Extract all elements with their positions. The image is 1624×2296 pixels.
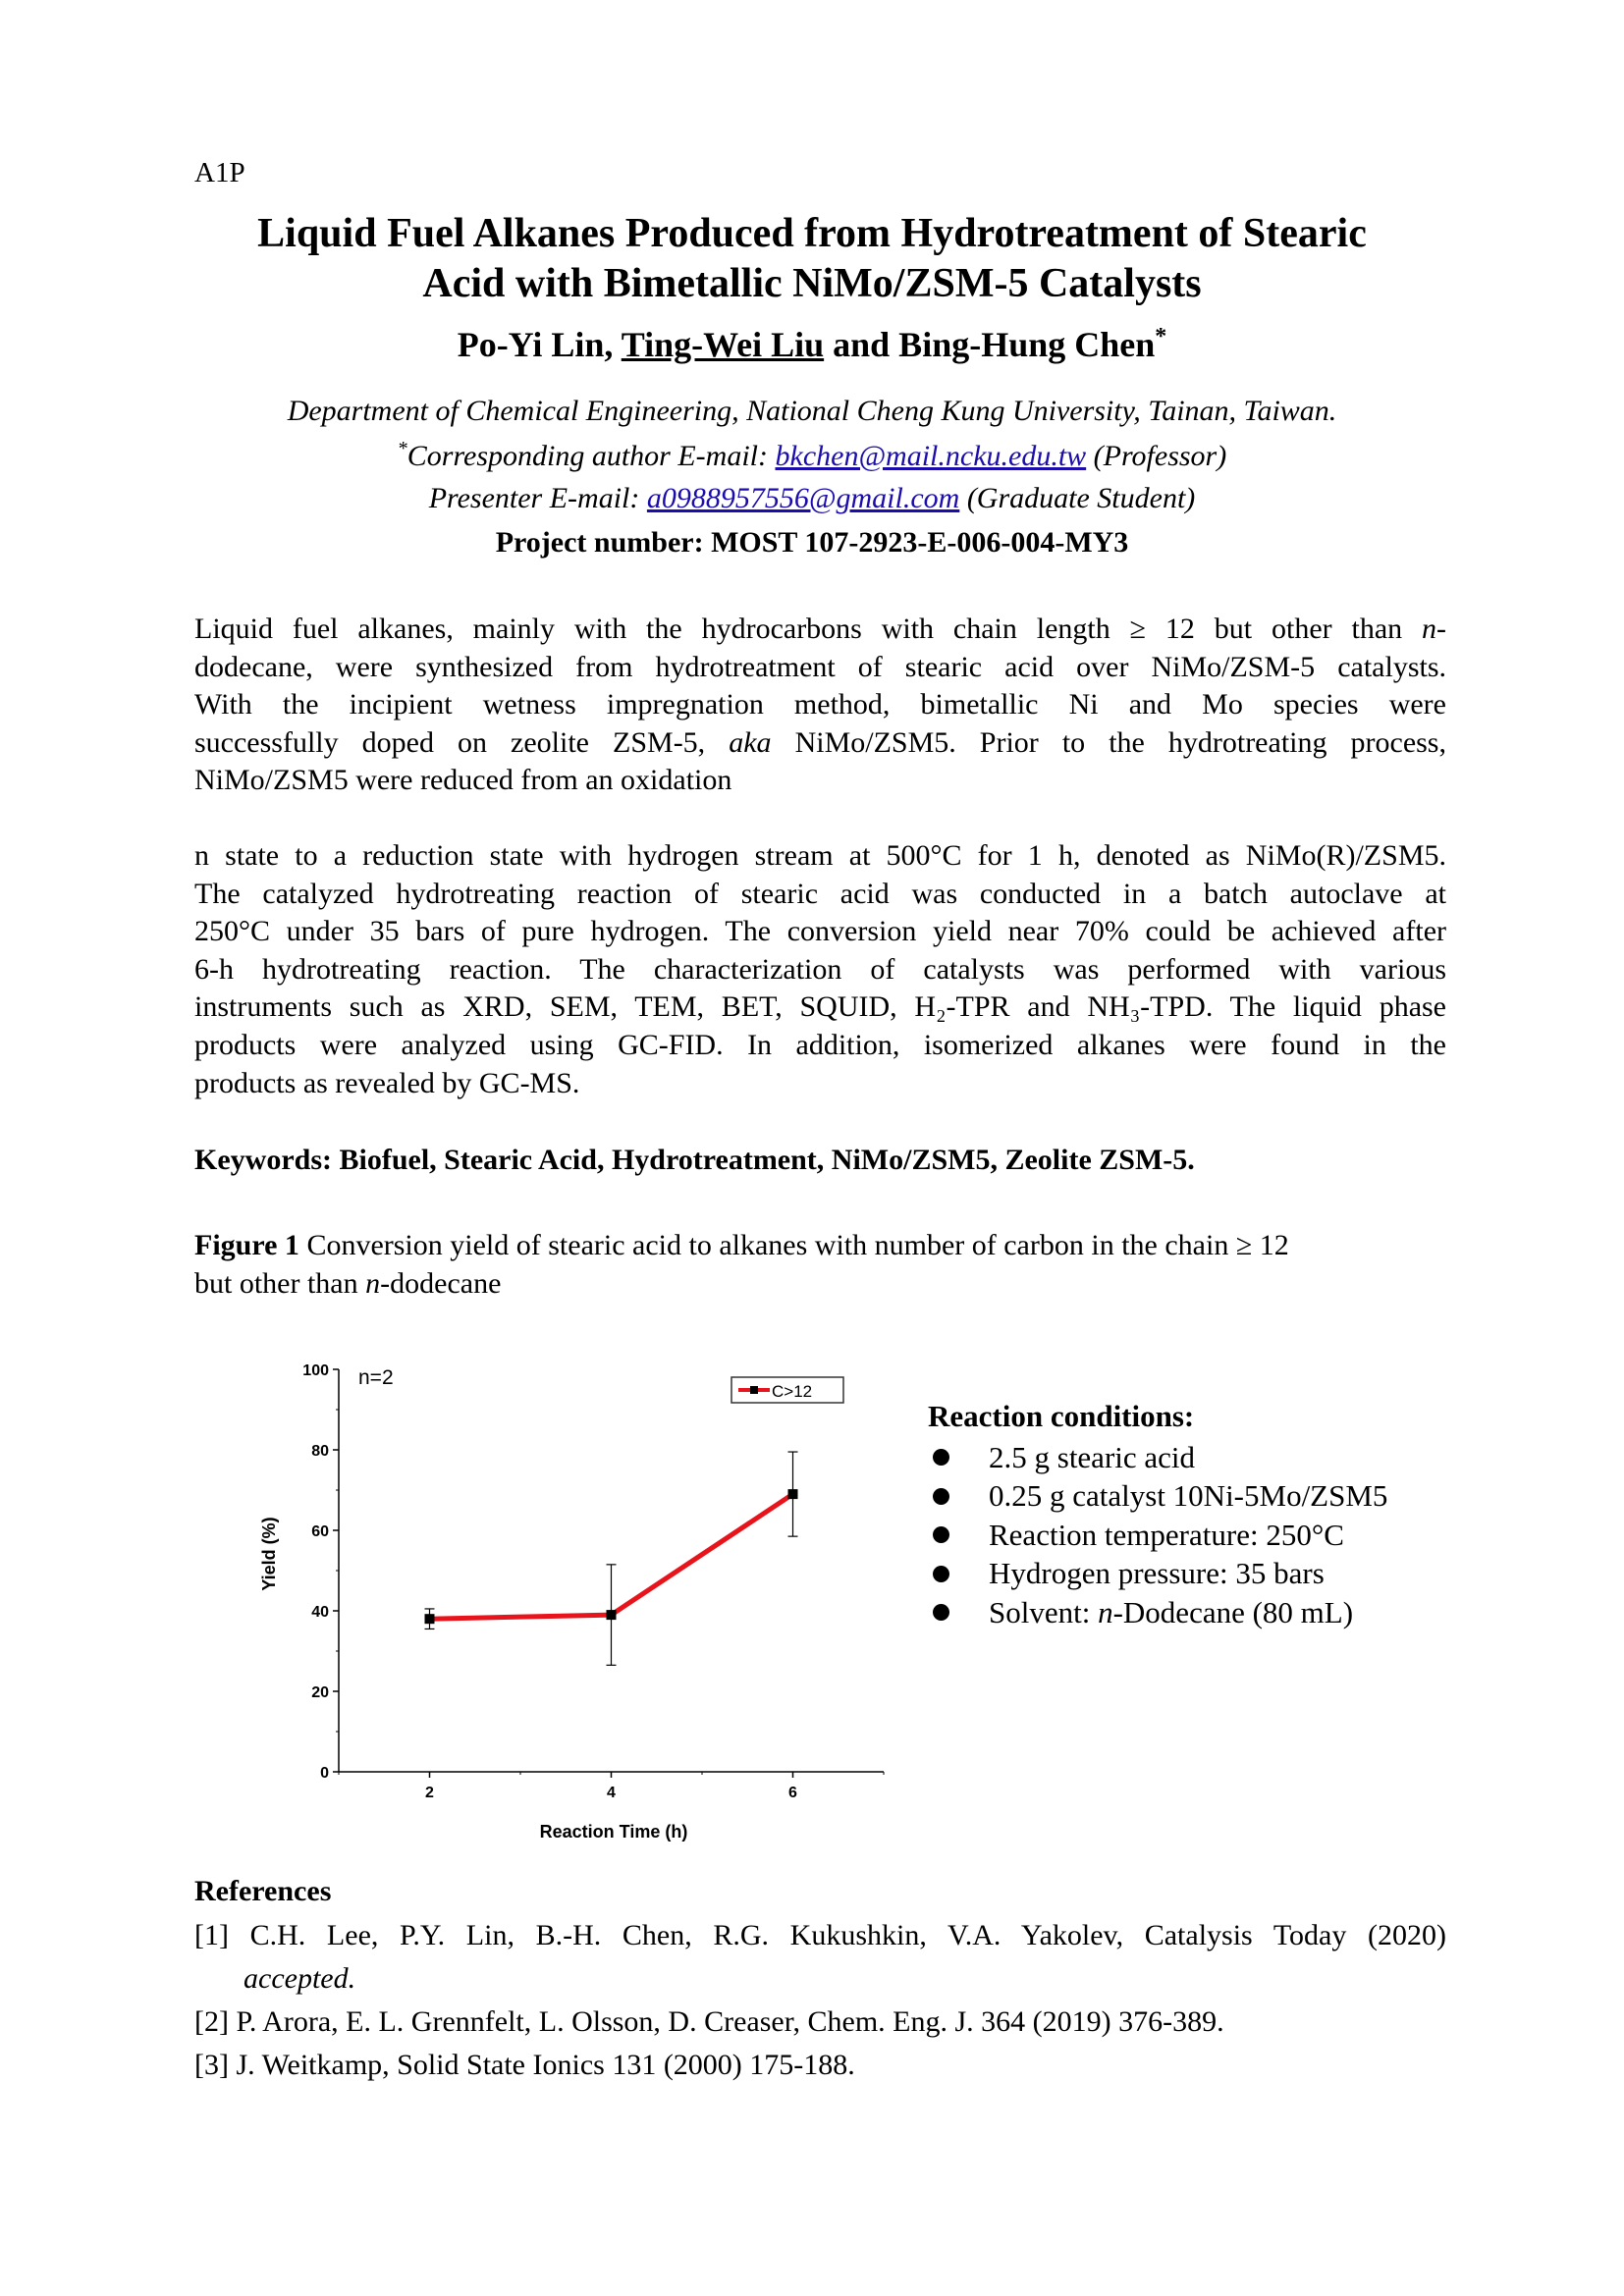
figure-label: Figure 1 — [194, 1229, 299, 1261]
x-tick-label: 6 — [788, 1785, 797, 1801]
chart-annotation: n=2 — [358, 1366, 394, 1389]
y-tick-label: 40 — [311, 1604, 329, 1621]
author-3: and Bing-Hung Chen — [824, 325, 1156, 364]
bullet-icon — [933, 1566, 949, 1582]
figure-caption — [194, 1227, 1446, 1303]
project-number: Project number: MOST 107-2923-E-006-004-MY3 — [495, 526, 1129, 559]
p1-line: With the incipient wetness impregnation method, bimetallic Ni and Mo species were — [194, 688, 1446, 721]
condition-item: Hydrogen pressure: 35 bars — [928, 1555, 1387, 1594]
author-list — [147, 324, 1477, 365]
chart-y-label: Yield (%) — [259, 1517, 279, 1591]
condition-item: 2.5 g stearic acid — [928, 1438, 1387, 1477]
p2-line: products were analyzed using GC-FID. In addition, isomerized alkanes were found in the — [194, 1028, 1446, 1061]
title-line-2: Acid with Bimetallic NiMo/ZSM-5 Catalysts — [422, 261, 1202, 306]
y-tick-label: 20 — [311, 1684, 329, 1701]
p2-line: 6-h hydrotreating reaction. The characterization of catalysts was performed with various — [194, 952, 1446, 986]
author-1: Po-Yi Lin, — [457, 325, 622, 364]
legend-marker — [750, 1386, 758, 1394]
legend-label: C>12 — [772, 1382, 813, 1401]
affiliation: Department of Chemical Engineering, National Cheng Kung University, Tainan, Taiwan. — [287, 395, 1337, 427]
corr-role: (Professor) — [1086, 440, 1227, 472]
y-tick-label: 100 — [302, 1362, 329, 1379]
caption-line-2-post: -dodecane — [380, 1266, 502, 1300]
caption-line-1: Conversion yield of stearic acid to alkanes with number of carbon in the chain ≥ 12 — [298, 1229, 1289, 1261]
p1-line: Liquid fuel alkanes, mainly with the hydrocarbons with chain length ≥ 12 but other than n- — [194, 613, 1446, 645]
abstract-paragraph-2 — [194, 837, 1446, 1102]
y-tick-label: 0 — [320, 1765, 329, 1782]
bullet-icon — [933, 1526, 949, 1543]
x-tick-label: 4 — [607, 1785, 616, 1801]
keywords: Keywords: Biofuel, Stearic Acid, Hydrotreatment, NiMo/ZSM5, Zeolite ZSM-5. — [194, 1144, 1195, 1176]
p1-line: NiMo/ZSM5 were reduced from an oxidation — [194, 764, 732, 797]
corresponding-star: * — [1155, 324, 1167, 349]
caption-line-2-pre: but other than — [194, 1266, 366, 1300]
bullet-icon — [933, 1604, 949, 1621]
condition-item: Solvent: n-Dodecane (80 mL) — [928, 1593, 1387, 1632]
yield-chart — [236, 1350, 903, 1860]
chart-axes — [302, 1362, 884, 1801]
presenter-line — [147, 482, 1477, 515]
bullet-icon — [933, 1449, 949, 1466]
p1-line: dodecane, were synthesized from hydrotreatment of stearic acid over NiMo/ZSM-5 catalysts. — [194, 650, 1446, 683]
pres-role: (Graduate Student) — [959, 482, 1196, 514]
p2-line: n state to a reduction state with hydrogen stream at 500°C for 1 h, denoted as NiMo(R)/ZSM5. — [194, 839, 1446, 872]
y-tick-label: 60 — [311, 1523, 329, 1540]
reference-1: [1] C.H. Lee, P.Y. Lin, B.-H. Chen, R.G. Kukushkin, V.A. Yakolev, Catalysis Today (2020) accepted. — [194, 1919, 1446, 1995]
p1-line: successfully doped on zeolite ZSM-5, aka NiMo/ZSM5. Prior to the hydrotreating process, — [194, 725, 1446, 759]
corr-star: * — [397, 438, 407, 459]
x-tick-label: 2 — [425, 1785, 434, 1801]
bullet-icon — [933, 1488, 949, 1505]
corr-email-link[interactable]: bkchen@mail.ncku.edu.tw — [775, 440, 1087, 472]
conditions-heading: Reaction conditions: — [928, 1399, 1195, 1433]
reference-2: [2] P. Arora, E. L. Grennfelt, L. Olsson, D. Creaser, Chem. Eng. J. 364 (2019) 376-389. — [194, 2005, 1224, 2038]
corresponding-line — [147, 438, 1477, 473]
paper-title — [147, 209, 1477, 309]
caption-line-2-italic: n — [365, 1266, 381, 1300]
data-point — [607, 1610, 617, 1620]
data-point — [425, 1614, 435, 1624]
author-2-presenter: Ting-Wei Liu — [621, 325, 825, 364]
p2-line: products as revealed by GC-MS. — [194, 1066, 580, 1099]
references-heading: References — [194, 1875, 332, 1907]
abstract-code: A1P — [194, 157, 245, 188]
p2-line: The catalyzed hydrotreating reaction of stearic acid was conducted in a batch autoclave at — [194, 877, 1446, 910]
title-line-1: Liquid Fuel Alkanes Produced from Hydrotreatment of Stearic — [257, 211, 1367, 256]
presenter-email-link[interactable]: a0988957556@gmail.com — [646, 482, 960, 514]
p2-line: instruments such as XRD, SEM, TEM, BET, SQUID, H₂-TPR and NH₃-TPD. The liquid phase — [194, 990, 1446, 1024]
condition-item: Reaction temperature: 250°C — [928, 1516, 1387, 1555]
references — [194, 1875, 1446, 2087]
data-point — [788, 1489, 798, 1499]
corr-label: Corresponding author E-mail: — [406, 440, 776, 472]
p2-line: 250°C under 35 bars of pure hydrogen. The conversion yield near 70% could be achieved after — [194, 915, 1446, 948]
chart-x-label: Reaction Time (h) — [539, 1822, 688, 1842]
condition-item: 0.25 g catalyst 10Ni-5Mo/ZSM5 — [928, 1477, 1387, 1517]
y-tick-label: 80 — [311, 1443, 329, 1460]
pres-label: Presenter E-mail: — [428, 482, 647, 514]
reaction-conditions — [928, 1399, 1387, 1632]
chart-legend — [731, 1377, 843, 1403]
reference-3: [3] J. Weitkamp, Solid State Ionics 131 (2000) 175-188. — [194, 2049, 855, 2081]
chart-marks — [425, 1452, 798, 1665]
abstract-paragraph-1 — [194, 611, 1446, 800]
